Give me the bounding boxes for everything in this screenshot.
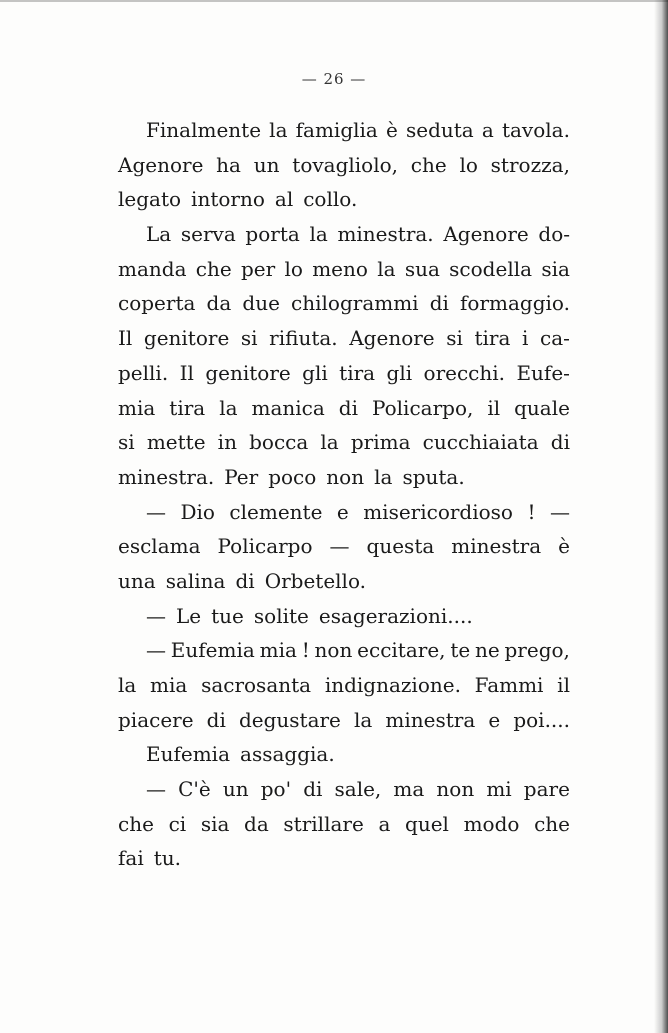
text-line: esclama Policarpo — questa minestra è bbox=[118, 534, 570, 559]
text-line: minestra. Per poco non la sputa. bbox=[118, 464, 465, 489]
page-number: — 26 — bbox=[301, 70, 367, 88]
text-line: la mia sacrosanta indignazione. Fammi il bbox=[118, 673, 570, 697]
text-line: piacere di degustare la minestra e poi.... bbox=[118, 707, 570, 732]
text-line: mia tira la manica di Policarpo, il quale bbox=[118, 395, 570, 420]
text-line: si mette in bocca la prima cucchiaiata di bbox=[118, 430, 570, 455]
text-line: coperta da due chilogrammi di formaggio. bbox=[118, 291, 570, 316]
text-line: — Eufemia mia ! non eccitare, te ne prego, bbox=[146, 638, 570, 663]
text-line: — Le tue solite esagerazioni.... bbox=[146, 603, 473, 628]
text-line: Il genitore si rifiuta. Agenore si tira i ca- bbox=[118, 326, 570, 351]
text-line: pelli. Il genitore gli tira gli orecchi. Eufe- bbox=[118, 360, 570, 385]
text-line: che ci sia da strillare a quel modo che bbox=[118, 811, 570, 836]
text-line: manda che per lo meno la sua scodella sia bbox=[118, 256, 570, 281]
text-line: La serva porta la minestra. Agenore do- bbox=[146, 222, 570, 247]
text-line: fai tu. bbox=[118, 846, 182, 871]
scan-right-edge bbox=[654, 0, 668, 1033]
text-line: Eufemia assaggia. bbox=[146, 742, 335, 767]
text-line: — Dio clemente e misericordioso ! — bbox=[146, 499, 570, 524]
text-line: una salina di Orbetello. bbox=[118, 568, 366, 593]
body-text bbox=[118, 113, 570, 876]
text-line: — C'è un po' di sale, ma non mi pare bbox=[146, 777, 570, 802]
text-line: legato intorno al collo. bbox=[118, 187, 358, 212]
scan-top-edge bbox=[0, 0, 668, 2]
text-line: Finalmente la famiglia è seduta a tavola. bbox=[146, 118, 570, 142]
text-line: Agenore ha un tovagliolo, che lo strozza, bbox=[118, 152, 570, 177]
